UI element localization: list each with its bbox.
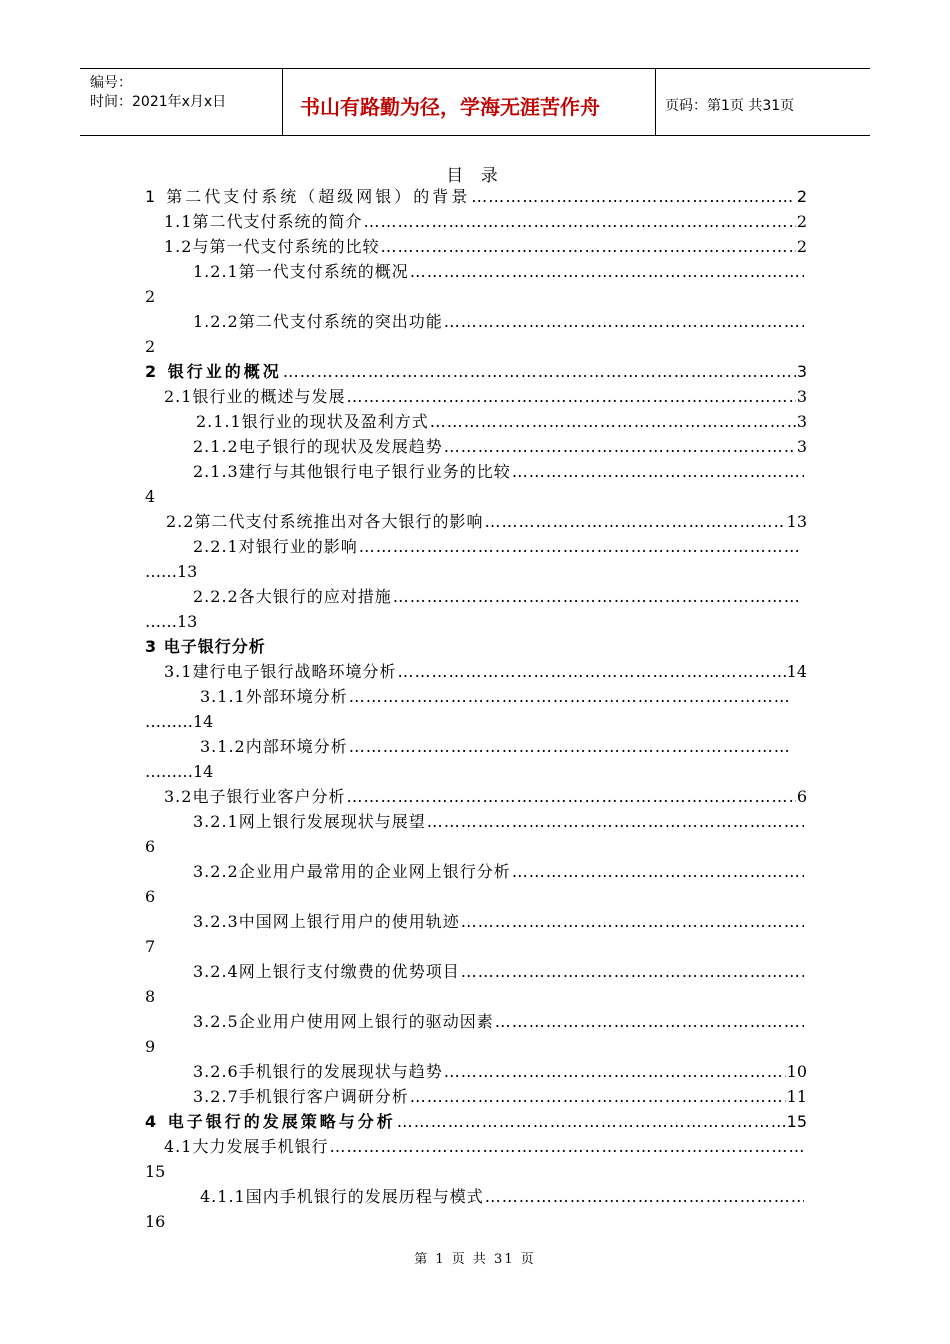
toc-entry-text: 1.2.2第二代支付系统的突出功能: [193, 312, 443, 331]
toc-entry[interactable]: [164, 786, 807, 808]
toc-entry[interactable]: [166, 511, 807, 533]
toc-leader-dots: [512, 461, 804, 483]
toc-leader-dots: [346, 786, 795, 808]
toc-entry-page: 3: [796, 362, 807, 381]
toc-entry-text: 3.1.2内部环境分析: [200, 737, 348, 756]
toc-entry-page: ………14: [145, 712, 214, 731]
toc-entry-text: 1.1第二代支付系统的简介: [164, 212, 363, 231]
toc-leader-dots: [363, 211, 795, 233]
toc-entry-text: 2.2.1对银行业的影响: [193, 537, 358, 556]
toc-entry-page: 13: [786, 512, 807, 531]
toc-entry-text: 3.2.7手机银行客户调研分析: [193, 1087, 409, 1106]
page-footer: 第 1 页 共 31 页: [414, 1252, 536, 1267]
toc-entry[interactable]: [164, 661, 807, 683]
toc-entry-page: 6: [145, 837, 156, 856]
toc-entry[interactable]: [193, 861, 805, 883]
toc-leader-dots: [444, 1061, 786, 1083]
toc-entry-page: ………14: [145, 762, 214, 781]
toc-entry-text: 1.2.1第一代支付系统的概况: [193, 262, 409, 281]
toc-leader-dots: [393, 586, 798, 608]
toc-leader-dots: [461, 961, 804, 983]
toc-entry-text: 2.2第二代支付系统推出对各大银行的影响: [166, 512, 484, 531]
toc-entry-text: 3 电子银行分析: [145, 637, 266, 656]
toc-leader-dots: [349, 686, 789, 708]
toc-entry-text: 3.2.2企业用户最常用的企业网上银行分析: [193, 862, 511, 881]
header-page-info: 页码：第1页 共31页: [665, 98, 795, 114]
toc-leader-dots: [444, 436, 796, 458]
toc-entry-text: 4 电子银行的发展策略与分析: [145, 1112, 396, 1131]
toc-entry-page: ……13: [145, 612, 198, 631]
toc-entry[interactable]: [193, 461, 805, 483]
toc-leader-dots: [283, 361, 796, 383]
toc-entry[interactable]: [145, 1111, 807, 1133]
toc-entry[interactable]: [193, 811, 805, 833]
toc-entry-page: 8: [145, 987, 156, 1006]
toc-leader-dots: [410, 261, 804, 283]
toc-leader-dots: [359, 536, 798, 558]
toc-leader-dots: [410, 1086, 786, 1108]
toc-entry[interactable]: [193, 586, 799, 608]
toc-entry-page: 3: [796, 387, 807, 406]
toc-leader-dots: [444, 311, 804, 333]
toc-entry[interactable]: [145, 636, 807, 658]
toc-entry-page: ……13: [145, 562, 198, 581]
toc-entry-text: 2.1.1银行业的现状及盈利方式: [196, 412, 429, 431]
toc-leader-dots: [397, 1111, 786, 1133]
toc-leader-dots: [397, 661, 785, 683]
toc-entry[interactable]: [200, 686, 790, 708]
toc-leader-dots: [380, 236, 795, 258]
toc-entry-page: 6: [145, 887, 156, 906]
toc-entry-page: 10: [786, 1062, 807, 1081]
toc-leader-dots: [427, 811, 804, 833]
toc-entry[interactable]: [193, 436, 807, 458]
toc-leader-dots: [461, 911, 804, 933]
document-number-label: 编号：: [90, 75, 132, 91]
toc-entry-text: 3.1建行电子银行战略环境分析: [164, 662, 397, 681]
toc-entry[interactable]: [196, 411, 807, 433]
toc-entry[interactable]: [200, 1186, 805, 1208]
toc-entry-text: 2.1.3建行与其他银行电子银行业务的比较: [193, 462, 511, 481]
toc-entry-page: 11: [786, 1087, 807, 1106]
toc-leader-dots: [346, 386, 795, 408]
toc-entry-page: 15: [786, 1112, 807, 1131]
toc-entry[interactable]: [193, 1011, 805, 1033]
toc-entry[interactable]: [145, 186, 807, 208]
document-date-label: 时间：2021年x月x日: [90, 94, 227, 110]
toc-entry-page: 2: [796, 237, 807, 256]
toc-entry-text: 2 银行业的概况: [145, 362, 282, 381]
toc-entry-page: 15: [145, 1162, 166, 1181]
toc-leader-dots: [484, 511, 785, 533]
toc-entry-text: 3.2电子银行业客户分析: [164, 787, 346, 806]
toc-leader-dots: [495, 1011, 804, 1033]
toc-entry[interactable]: [200, 736, 790, 758]
toc-entry-text: 3.2.6手机银行的发展现状与趋势: [193, 1062, 443, 1081]
toc-entry[interactable]: [193, 536, 799, 558]
toc-entry-text: 3.2.5企业用户使用网上银行的驱动因素: [193, 1012, 494, 1031]
toc-entry-page: 2: [145, 287, 156, 306]
toc-entry-text: 2.1.2电子银行的现状及发展趋势: [193, 437, 443, 456]
toc-entry[interactable]: [164, 1136, 805, 1158]
toc-entry-page: 9: [145, 1037, 156, 1056]
toc-leader-dots: [512, 861, 804, 883]
toc-leader-dots: [485, 1186, 804, 1208]
toc-title: 目 录: [446, 166, 504, 186]
toc-entry[interactable]: [164, 386, 807, 408]
toc-entry[interactable]: [164, 236, 807, 258]
toc-entry-text: 1 第二代支付系统（超级网银）的背景: [145, 187, 471, 206]
toc-entry-page: 7: [145, 937, 156, 956]
toc-entry[interactable]: [193, 1061, 807, 1083]
toc-entry-text: 3.2.4网上银行支付缴费的优势项目: [193, 962, 460, 981]
toc-leader-dots: [471, 186, 796, 208]
toc-entry-page: 3: [796, 412, 807, 431]
toc-entry-text: 2.2.2各大银行的应对措施: [193, 587, 392, 606]
toc-entry-page: 4: [145, 487, 156, 506]
toc-entry-text: 3.1.1外部环境分析: [200, 687, 348, 706]
header-motto: 书山有路勤为径，学海无涯苦作舟: [300, 95, 600, 119]
toc-entry[interactable]: [193, 961, 805, 983]
toc-leader-dots: [349, 736, 789, 758]
toc-leader-dots: [430, 411, 796, 433]
toc-entry-page: 2: [796, 187, 807, 206]
toc-entry-text: 1.2与第一代支付系统的比较: [164, 237, 380, 256]
toc-entry[interactable]: [193, 311, 805, 333]
toc-entry-page: 16: [145, 1212, 166, 1231]
toc-entry-page: 2: [796, 212, 807, 231]
toc-leader-dots: [329, 1136, 804, 1158]
toc-entry-text: 2.1银行业的概述与发展: [164, 387, 346, 406]
toc-entry-page: 2: [145, 337, 156, 356]
toc-entry[interactable]: [145, 361, 807, 383]
toc-entry-page: 3: [796, 437, 807, 456]
toc-entry-page: 14: [786, 662, 807, 681]
toc-entry[interactable]: [193, 1086, 807, 1108]
toc-entry-page: 6: [796, 787, 807, 806]
toc-entry[interactable]: [193, 261, 805, 283]
toc-entry[interactable]: [193, 911, 805, 933]
toc-entry[interactable]: [164, 211, 807, 233]
toc-entry-text: 4.1.1国内手机银行的发展历程与模式: [200, 1187, 484, 1206]
toc-entry-text: 4.1大力发展手机银行: [164, 1137, 329, 1156]
toc-entry-text: 3.2.1网上银行发展现状与展望: [193, 812, 426, 831]
toc-entry-text: 3.2.3中国网上银行用户的使用轨迹: [193, 912, 460, 931]
